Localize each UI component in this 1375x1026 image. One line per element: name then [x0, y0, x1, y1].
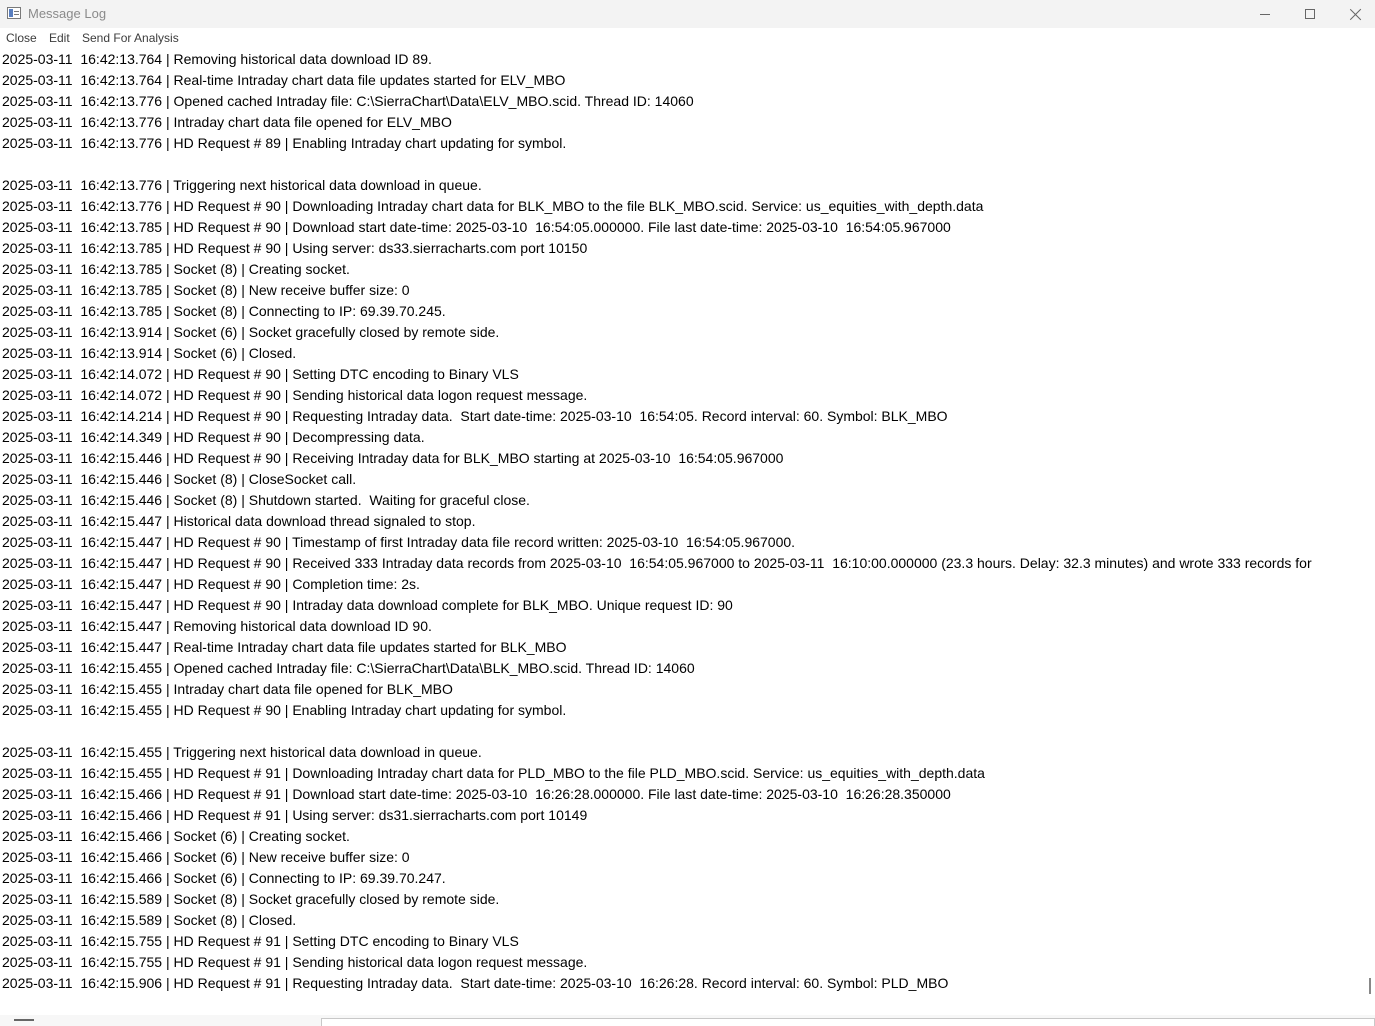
log-line: 2025-03-11 16:42:15.446 | HD Request # 90 | Receiving Intraday data for BLK_MBO starting at 2025-03-10 16:54:05.967000 [2, 450, 784, 466]
vertical-scrollbar[interactable] [1363, 49, 1375, 1015]
close-icon [1350, 8, 1362, 20]
menu-item-send-for-analysis[interactable]: Send For Analysis [82, 31, 179, 45]
log-line: 2025-03-11 16:42:13.776 | Opened cached Intraday file: C:\SierraChart\Data\ELV_MBO.scid. Thread ID: 14060 [2, 93, 694, 109]
log-line: 2025-03-11 16:42:15.455 | Intraday chart data file opened for BLK_MBO [2, 681, 453, 697]
log-line: 2025-03-11 16:42:15.447 | Real-time Intraday chart data file updates started for BLK_MBO [2, 639, 567, 655]
maximize-button[interactable] [1287, 0, 1333, 28]
title-bar [0, 0, 1375, 28]
horizontal-scrollbar-thumb[interactable] [321, 1018, 1375, 1026]
log-line: 2025-03-11 16:42:15.755 | HD Request # 91 | Sending historical data logon request message. [2, 954, 588, 970]
menu-item-edit[interactable]: Edit [49, 31, 70, 45]
minimize-icon [1260, 14, 1270, 15]
log-line: 2025-03-11 16:42:13.785 | Socket (8) | Connecting to IP: 69.39.70.245. [2, 303, 446, 319]
log-line: 2025-03-11 16:42:13.776 | Triggering next historical data download in queue. [2, 177, 482, 193]
log-line: 2025-03-11 16:42:13.776 | Intraday chart data file opened for ELV_MBO [2, 114, 452, 130]
maximize-icon [1305, 9, 1315, 19]
log-line: 2025-03-11 16:42:15.466 | HD Request # 91 | Using server: ds31.sierracharts.com port 10149 [2, 807, 588, 823]
log-line: 2025-03-11 16:42:13.785 | Socket (8) | Creating socket. [2, 261, 350, 277]
log-line: 2025-03-11 16:42:13.785 | HD Request # 90 | Using server: ds33.sierracharts.com port 10150 [2, 240, 588, 256]
message-log-app-icon [7, 7, 21, 19]
log-line: 2025-03-11 16:42:15.589 | Socket (8) | Socket gracefully closed by remote side. [2, 891, 500, 907]
log-line: 2025-03-11 16:42:15.447 | Historical data download thread signaled to stop. [2, 513, 476, 529]
log-line: 2025-03-11 16:42:13.785 | HD Request # 90 | Download start date-time: 2025-03-10 16:54:05.000000. File last date-time: 2025-03-10 16:54:05.967000 [2, 219, 951, 235]
log-line: 2025-03-11 16:42:15.455 | Triggering next historical data download in queue. [2, 744, 482, 760]
horizontal-scroll-indicator [14, 1019, 34, 1021]
log-line: 2025-03-11 16:42:15.466 | HD Request # 91 | Download start date-time: 2025-03-10 16:26:28.000000. File last date-time: 2025-03-10 16:26:28.350000 [2, 786, 951, 802]
log-line: 2025-03-11 16:42:15.906 | HD Request # 91 | Requesting Intraday data. Start date-time: 2025-03-10 16:26:28. Record interval: 60. Symbol: PLD_MBO [2, 975, 949, 991]
log-line: 2025-03-11 16:42:15.446 | Socket (8) | Shutdown started. Waiting for graceful close. [2, 492, 530, 508]
menu-bar [0, 28, 1375, 49]
log-line: 2025-03-11 16:42:15.447 | Removing historical data download ID 90. [2, 618, 432, 634]
log-line: 2025-03-11 16:42:15.447 | HD Request # 90 | Completion time: 2s. [2, 576, 420, 592]
log-line: 2025-03-11 16:42:15.447 | HD Request # 90 | Timestamp of first Intraday data file record written: 2025-03-10 16:54:05.967000. [2, 534, 796, 550]
log-line: 2025-03-11 16:42:15.755 | HD Request # 91 | Setting DTC encoding to Binary VLS [2, 933, 519, 949]
log-line: 2025-03-11 16:42:14.349 | HD Request # 90 | Decompressing data. [2, 429, 425, 445]
log-line: 2025-03-11 16:42:15.455 | HD Request # 91 | Downloading Intraday chart data for PLD_MBO to the file PLD_MBO.scid. Service: us_equities_with_depth.data [2, 765, 985, 781]
log-line: 2025-03-11 16:42:13.776 | HD Request # 89 | Enabling Intraday chart updating for symbol. [2, 135, 567, 151]
log-line: 2025-03-11 16:42:13.785 | Socket (8) | New receive buffer size: 0 [2, 282, 410, 298]
log-line: 2025-03-11 16:42:14.072 | HD Request # 90 | Setting DTC encoding to Binary VLS [2, 366, 519, 382]
close-window-button[interactable] [1333, 0, 1375, 28]
log-line: 2025-03-11 16:42:15.466 | Socket (6) | Connecting to IP: 69.39.70.247. [2, 870, 446, 886]
log-line: 2025-03-11 16:42:14.214 | HD Request # 90 | Requesting Intraday data. Start date-time: 2025-03-10 16:54:05. Record interval: 60. Symbol: BLK_MBO [2, 408, 948, 424]
log-line: 2025-03-11 16:42:15.446 | Socket (8) | CloseSocket call. [2, 471, 357, 487]
log-line: 2025-03-11 16:42:15.455 | Opened cached Intraday file: C:\SierraChart\Data\BLK_MBO.scid. Thread ID: 14060 [2, 660, 695, 676]
message-log-text-area[interactable] [0, 49, 1363, 1015]
log-line: 2025-03-11 16:42:14.072 | HD Request # 90 | Sending historical data logon request message. [2, 387, 588, 403]
log-line: 2025-03-11 16:42:15.447 | HD Request # 90 | Received 333 Intraday data records from 2025-03-10 16:54:05.967000 to 2025-03-11 16:10:00.000000 (23.3 hours. Delay: 32.3 minutes) and wrote 333 records for [2, 555, 1312, 571]
log-line: 2025-03-11 16:42:15.466 | Socket (6) | New receive buffer size: 0 [2, 849, 410, 865]
window-title: Message Log [28, 6, 107, 21]
log-line: 2025-03-11 16:42:13.764 | Real-time Intraday chart data file updates started for ELV_MBO [2, 72, 566, 88]
log-line: 2025-03-11 16:42:15.589 | Socket (8) | Closed. [2, 912, 297, 928]
minimize-button[interactable] [1242, 0, 1288, 28]
log-line: 2025-03-11 16:42:13.764 | Removing historical data download ID 89. [2, 51, 432, 67]
log-line: 2025-03-11 16:42:15.466 | Socket (6) | Creating socket. [2, 828, 350, 844]
horizontal-scrollbar[interactable] [0, 1015, 1375, 1026]
log-line: 2025-03-11 16:42:15.455 | HD Request # 90 | Enabling Intraday chart updating for symbol. [2, 702, 567, 718]
log-line: 2025-03-11 16:42:13.914 | Socket (6) | Closed. [2, 345, 297, 361]
log-line: 2025-03-11 16:42:13.776 | HD Request # 90 | Downloading Intraday chart data for BLK_MBO to the file BLK_MBO.scid. Service: us_equities_with_depth.data [2, 198, 984, 214]
log-line: 2025-03-11 16:42:13.914 | Socket (6) | Socket gracefully closed by remote side. [2, 324, 500, 340]
vertical-scrollbar-thumb[interactable] [1369, 978, 1371, 994]
log-line: 2025-03-11 16:42:15.447 | HD Request # 90 | Intraday data download complete for BLK_MBO. Unique request ID: 90 [2, 597, 733, 613]
menu-item-close[interactable]: Close [6, 31, 37, 45]
